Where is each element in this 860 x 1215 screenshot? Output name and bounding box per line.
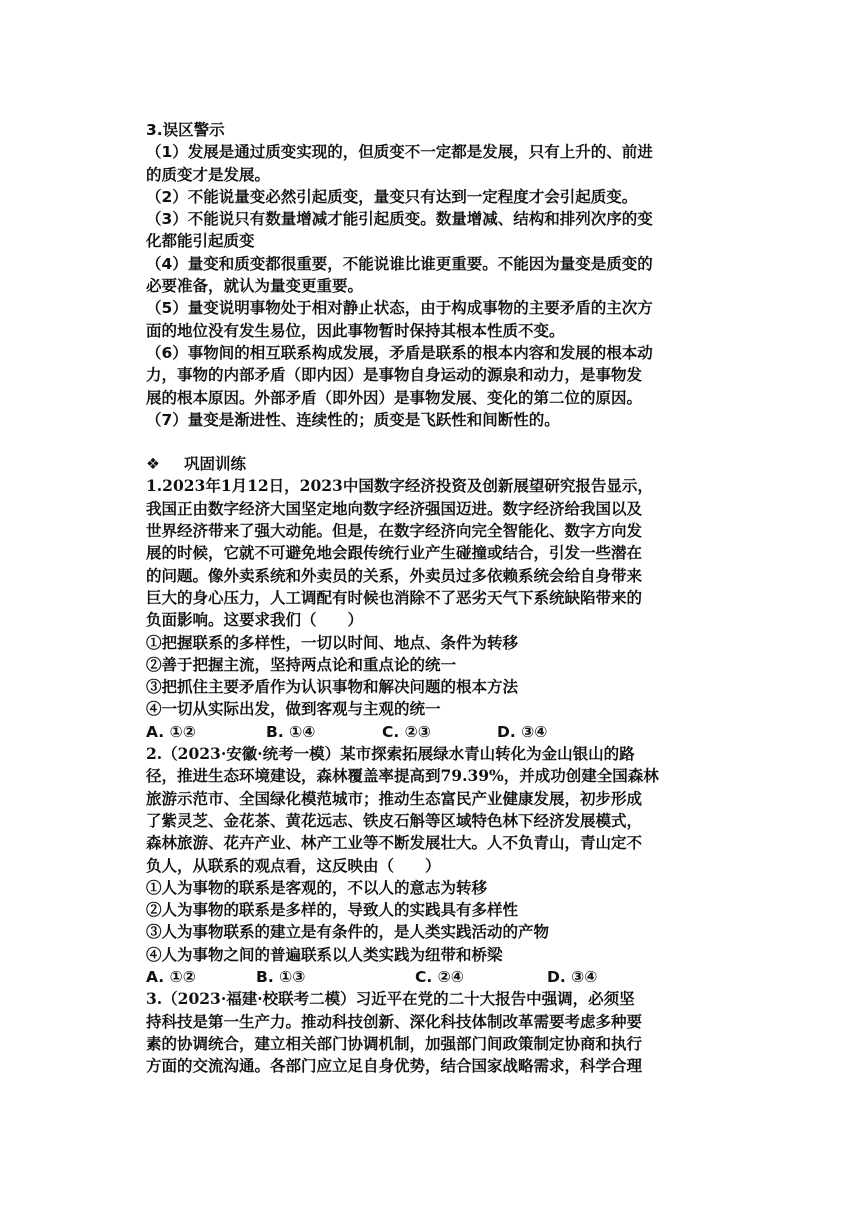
option-c: C. ②③ xyxy=(382,722,431,741)
option-b: B. ①③ xyxy=(256,967,306,986)
pitfall-line: （4）量变和质变都很重要，不能说谁比谁更重要。不能因为量变是质变的 xyxy=(146,254,653,273)
statement-1: ①人为事物的联系是客观的，不以人的意志为转移 xyxy=(146,877,488,897)
question-line: 展的时候，它就不可避免地会跟传统行业产生碰撞或结合，引发一些潜在 xyxy=(146,543,643,563)
pitfall-line: 必要准备，就认为量变更重要。 xyxy=(146,277,364,296)
question-line: 巨大的身心压力，人工调配有时候也消除不了恶劣天气下系统缺陷带来的 xyxy=(146,587,643,607)
statement-3: ③人为事物联系的建立是有条件的，是人类实践活动的产物 xyxy=(146,922,550,942)
pitfall-line: （1）发展是通过质变实现的，但质变不一定都是发展，只有上升的、前进 xyxy=(146,143,653,162)
statement-1: ①把握联系的多样性，一切以时间、地点、条件为转移 xyxy=(146,632,519,652)
question-line: 方面的交流沟通。各部门应立足自身优势，结合国家战略需求，科学合理 xyxy=(146,1056,643,1076)
question-line: 2.（2023·安徽·统考一模）某市探索拓展绿水青山转化为金山银山的路 xyxy=(146,744,635,764)
practice-heading-title: 巩固训练 xyxy=(184,455,247,474)
statement-4: ④一切从实际出发，做到客观与主观的统一 xyxy=(146,699,441,719)
question-line: 3.（2023·福建·校联考二模）习近平在党的二十大报告中强调，必须坚 xyxy=(146,989,635,1009)
question-line: 了紫灵芝、金花茶、黄花远志、铁皮石斛等区域特色林下经济发展模式， xyxy=(146,810,643,830)
question-line: 负人，从联系的观点看，这反映由（ ） xyxy=(146,855,441,875)
option-a: A. ①② xyxy=(146,967,196,986)
question-line: 持科技是第一生产力。推动科技创新、深化科技体制改革需要考虑多种要 xyxy=(146,1011,643,1031)
option-b: B. ①④ xyxy=(266,722,316,741)
pitfall-line: （3）不能说只有数量增减才能引起质变。数量增减、结构和排列次序的变 xyxy=(146,210,653,229)
pitfall-line: （7）量变是渐进性、连续性的；质变是飞跃性和间断性的。 xyxy=(146,410,560,429)
pitfall-line: （2）不能说量变必然引起质变，量变只有达到一定程度才会引起质变。 xyxy=(146,187,638,206)
pitfall-line: （5）量变说明事物处于相对静止状态，由于构成事物的主要矛盾的主次方 xyxy=(146,299,653,318)
statement-2: ②善于把握主流，坚持两点论和重点论的统一 xyxy=(146,654,457,674)
document-content xyxy=(146,119,721,1077)
pitfall-line: 的质变才是发展。 xyxy=(146,165,271,184)
statement-3: ③把抓住主要矛盾作为认识事物和解决问题的根本方法 xyxy=(146,677,519,697)
practice-heading xyxy=(146,453,721,475)
pitfall-line: 化都能引起质变 xyxy=(146,232,255,251)
pitfalls-list xyxy=(146,141,721,431)
pitfall-line: 力，事物的内部矛盾（即内因）是事物自身运动的源泉和动力，是事物发 xyxy=(146,366,643,385)
question-2 xyxy=(146,743,721,988)
section-title: 3.误区警示 xyxy=(146,121,225,139)
option-c: C. ②④ xyxy=(415,967,464,986)
question-line: 森林旅游、花卉产业、林产工业等不断发展壮大。人不负青山，青山定不 xyxy=(146,833,643,853)
answer-options xyxy=(146,721,721,743)
question-line: 旅游示范市、全国绿化模范城市；推动生态富民产业健康发展，初步形成 xyxy=(146,788,643,808)
pitfall-line: 展的根本原因。外部矛盾（即外因）是事物发展、变化的第二位的原因。 xyxy=(146,388,643,407)
question-line: 的问题。像外卖系统和外卖员的关系，外卖员过多依赖系统会给自身带来 xyxy=(146,565,643,585)
statement-2: ②人为事物的联系是多样的，导致人的实践具有多样性 xyxy=(146,900,519,920)
option-d: D. ③④ xyxy=(547,967,598,986)
question-1 xyxy=(146,475,721,743)
statement-4: ④人为事物之间的普遍联系以人类实践为纽带和桥梁 xyxy=(146,944,503,964)
question-3 xyxy=(146,988,721,1077)
section-gap xyxy=(146,431,721,453)
pitfall-line: 面的地位没有发生易位，因此事物暂时保持其根本性质不变。 xyxy=(146,321,565,340)
question-line: 世界经济带来了强大动能。但是，在数字经济向完全智能化、数字方向发 xyxy=(146,521,643,541)
answer-options xyxy=(146,966,721,988)
option-a: A. ①② xyxy=(146,722,196,741)
question-line: 径，推进生态环境建设，森林覆盖率提高到79.39%，并成功创建全国森林 xyxy=(146,766,659,786)
diamond-bullet-icon: ❖ xyxy=(146,455,160,474)
pitfall-line: （6）事物间的相互联系构成发展，矛盾是联系的根本内容和发展的根本动 xyxy=(146,343,653,362)
question-line: 素的协调统合，建立相关部门协调机制，加强部门间政策制定协商和执行 xyxy=(146,1033,643,1053)
question-line: 1.2023年1月12日，2023中国数字经济投资及创新展望研究报告显示， xyxy=(146,476,653,496)
option-d: D. ③④ xyxy=(497,722,548,741)
question-line: 负面影响。这要求我们（ ） xyxy=(146,610,364,630)
question-line: 我国正由数字经济大国坚定地向数字经济强国迈进。数字经济给我国以及 xyxy=(146,498,643,518)
